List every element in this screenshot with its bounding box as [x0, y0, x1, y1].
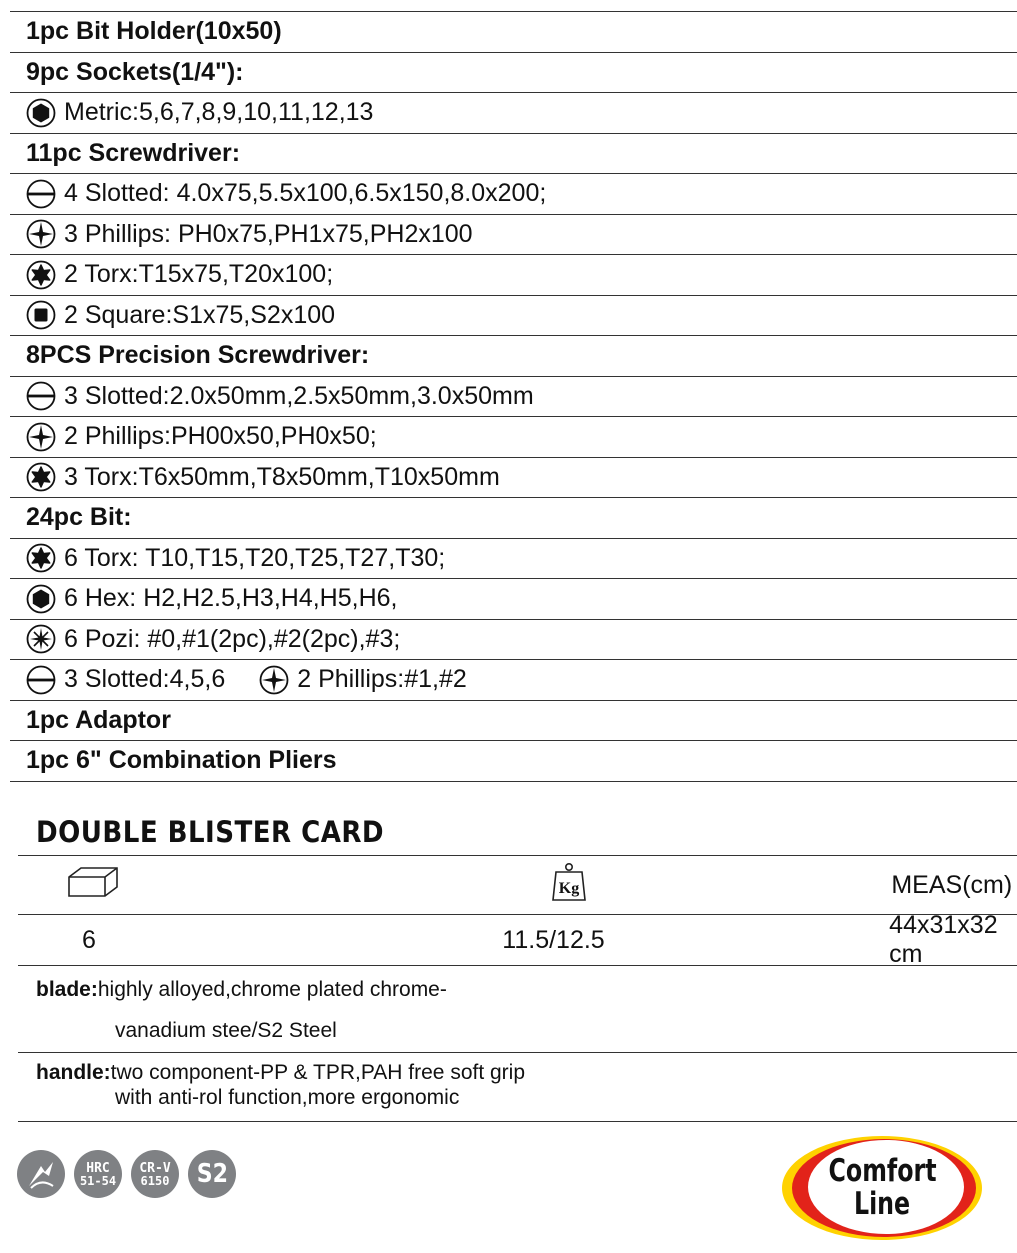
heading-text: 24pc Bit:	[26, 503, 132, 532]
qty-value: 6	[82, 925, 96, 954]
item-text: 2 Square:S1x75,S2x100	[64, 300, 336, 329]
certification-badges	[17, 1150, 236, 1198]
heading-text: 1pc 6" Combination Pliers	[26, 746, 337, 775]
torx-icon	[26, 543, 56, 573]
box-icon	[67, 865, 119, 906]
list-item	[10, 376, 1017, 417]
heading-text: 9pc Sockets(1/4"):	[26, 57, 244, 86]
kg-weight-icon	[552, 862, 586, 909]
item-text-2: 2 Phillips:#1,#2	[297, 665, 467, 694]
list-item	[10, 416, 1017, 457]
list-item	[10, 457, 1017, 498]
item-text: 2 Torx:T15x75,T20x100;	[64, 260, 334, 289]
list-item	[10, 578, 1017, 619]
spec-value-row	[18, 911, 1017, 968]
handle-text-2: with anti-rol function,more ergonomic	[115, 1086, 460, 1109]
s2-badge	[188, 1150, 236, 1198]
kg-label: Kg	[559, 879, 580, 897]
list-item	[10, 619, 1017, 660]
torx-icon	[26, 260, 56, 290]
meas-value: 44x31x32 cm	[889, 911, 998, 968]
item-text: 6 Pozi: #0,#1(2pc),#2(2pc),#3;	[64, 624, 401, 653]
item-text: 2 Phillips:PH00x50,PH0x50;	[64, 422, 377, 451]
phillips-icon	[26, 219, 56, 249]
phillips-icon	[259, 665, 289, 695]
pozi-icon	[26, 624, 56, 654]
list-item	[10, 173, 1017, 214]
material-notes	[18, 965, 1017, 1122]
item-text: Metric:5,6,7,8,9,10,11,12,13	[64, 98, 374, 127]
list-item	[10, 295, 1017, 336]
section-heading	[10, 11, 1017, 52]
handle-text-1: two component-PP & TPR,PAH free soft grip	[110, 1061, 526, 1084]
logo-line-2: Line	[854, 1186, 911, 1222]
weight-value: 11.5/12.5	[502, 925, 605, 954]
item-text: 3 Phillips: PH0x75,PH1x75,PH2x100	[64, 219, 473, 248]
phillips-icon	[26, 422, 56, 452]
section-heading	[10, 740, 1017, 781]
item-text: 6 Torx: T10,T15,T20,T25,T27,T30;	[64, 543, 446, 572]
list-item	[10, 92, 1017, 133]
section-heading	[10, 52, 1017, 93]
section-heading	[10, 335, 1017, 376]
list-item	[10, 214, 1017, 255]
handle-note	[18, 1052, 1017, 1121]
heat-treated-icon	[17, 1150, 65, 1198]
logo-line-1: Comfort	[828, 1153, 937, 1190]
heading-text: 11pc Screwdriver:	[26, 138, 241, 167]
meas-header: MEAS(cm)	[891, 870, 1013, 899]
handle-label: handle:	[36, 1061, 111, 1084]
square-icon	[26, 300, 56, 330]
torx-icon	[26, 462, 56, 492]
hex-icon	[26, 584, 56, 614]
section-heading	[10, 133, 1017, 174]
hrc-top: HRC	[86, 1160, 110, 1176]
item-text: 3 Slotted:4,5,6	[64, 665, 226, 694]
list-item	[10, 659, 1017, 700]
heading-text: 1pc Bit Holder(10x50)	[26, 17, 282, 46]
slotted-icon	[26, 665, 56, 695]
crv-badge	[131, 1150, 179, 1198]
packaging-title: DOUBLE BLISTER CARD	[36, 815, 385, 849]
crv-top: CR-V	[139, 1160, 171, 1176]
tool-contents-list	[10, 11, 1017, 782]
crv-bottom: 6150	[140, 1173, 170, 1188]
blade-text-2: vanadium stee/S2 Steel	[115, 1019, 337, 1042]
hrc-badge	[74, 1150, 122, 1198]
section-heading	[10, 700, 1017, 741]
list-item	[10, 254, 1017, 295]
packaging-spec-table	[18, 855, 1017, 968]
s2-label: S2	[196, 1159, 228, 1189]
item-text: 6 Hex: H2,H2.5,H3,H4,H5,H6,	[64, 584, 398, 613]
blade-label: blade:	[36, 978, 98, 1001]
heading-text: 8PCS Precision Screwdriver:	[26, 341, 370, 370]
slotted-icon	[26, 179, 56, 209]
hex-icon	[26, 98, 56, 128]
spec-header-row	[18, 856, 1017, 914]
list-item	[10, 538, 1017, 579]
comfort-line-logo	[780, 1133, 985, 1243]
item-text: 3 Torx:T6x50mm,T8x50mm,T10x50mm	[64, 462, 500, 491]
blade-text-1: highly alloyed,chrome plated chrome-	[97, 978, 447, 1001]
slotted-icon	[26, 381, 56, 411]
section-heading	[10, 497, 1017, 538]
blade-note	[18, 965, 1017, 1052]
item-text: 4 Slotted: 4.0x75,5.5x100,6.5x150,8.0x200;	[64, 179, 547, 208]
item-text: 3 Slotted:2.0x50mm,2.5x50mm,3.0x50mm	[64, 381, 534, 410]
heading-text: 1pc Adaptor	[26, 705, 171, 734]
hrc-bottom: 51-54	[79, 1173, 117, 1188]
